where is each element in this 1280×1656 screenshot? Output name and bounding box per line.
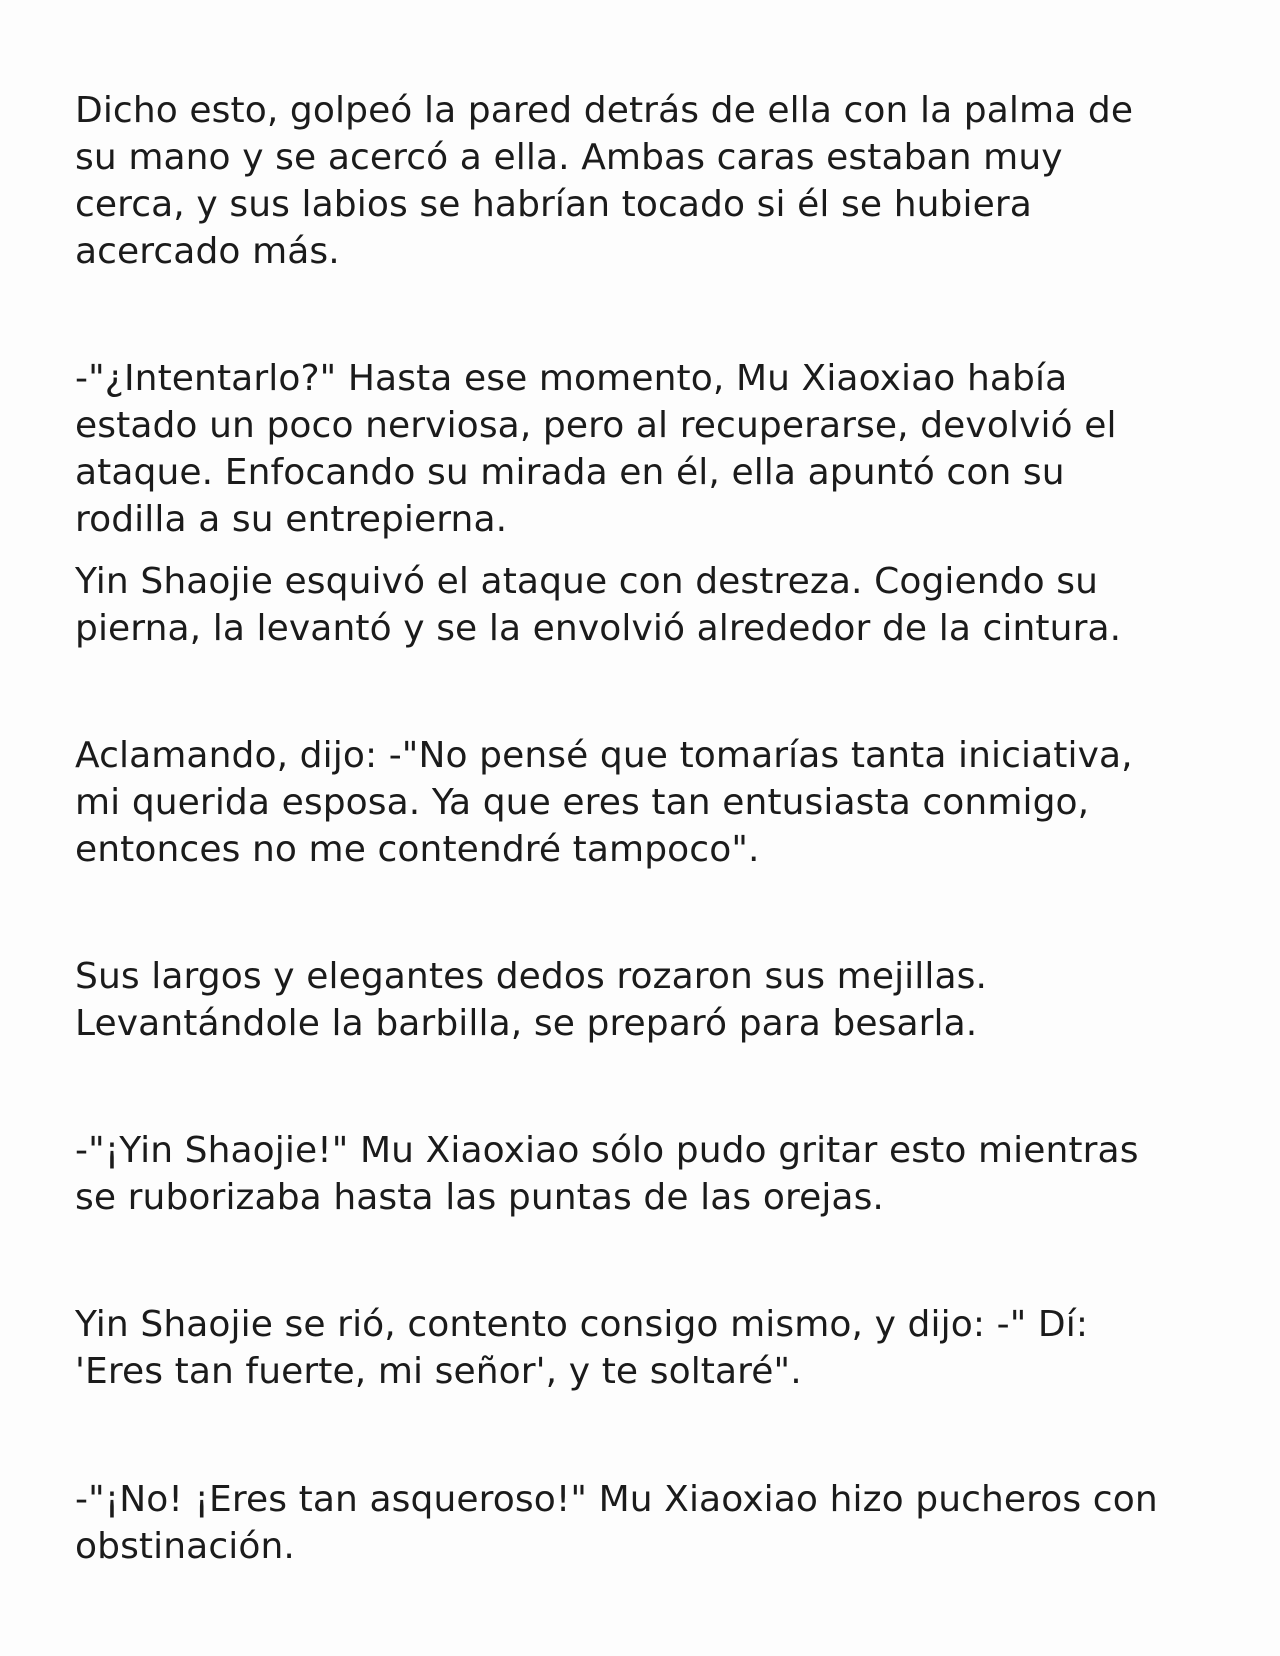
paragraph-3: Yin Shaojie esquivó el ataque con destreza. Cogiendo su pierna, la levantó y se la envolvió alrededor de la cintura. [75, 561, 1122, 649]
paragraph-5: Sus largos y elegantes dedos rozaron sus mejillas. Levantándole la barbilla, se preparó para besarla. [75, 956, 988, 1044]
paragraph-6: -"¡Yin Shaojie!" Mu Xiaoxiao sólo pudo gritar esto mientras se ruborizaba hasta las puntas de las orejas. [75, 1130, 1139, 1218]
paragraph-1: Dicho esto, golpeó la pared detrás de ella con la palma de su mano y se acercó a ella. Ambas caras estaban muy cerca, y sus labios se habrían tocado si él se hubiera acercado más. [75, 90, 1134, 272]
paragraph-2: -"¿Intentarlo?" Hasta ese momento, Mu Xiaoxiao había estado un poco nerviosa, pero al recuperarse, devolvió el ataque. Enfocando su mirada en él, ella apuntó con su rodilla a su entrepierna. [75, 358, 1117, 540]
paragraph-7: Yin Shaojie se rió, contento consigo mismo, y dijo: -" Dí: 'Eres tan fuerte, mi señor', y te soltaré". [75, 1304, 1089, 1392]
paragraph-4: Aclamando, dijo: -"No pensé que tomarías tanta iniciativa, mi querida esposa. Ya que eres tan entusiasta conmigo, entonces no me contendré tampoco". [75, 735, 1133, 870]
paragraph-8: -"¡No! ¡Eres tan asqueroso!" Mu Xiaoxiao hizo pucheros con obstinación. [75, 1479, 1158, 1567]
